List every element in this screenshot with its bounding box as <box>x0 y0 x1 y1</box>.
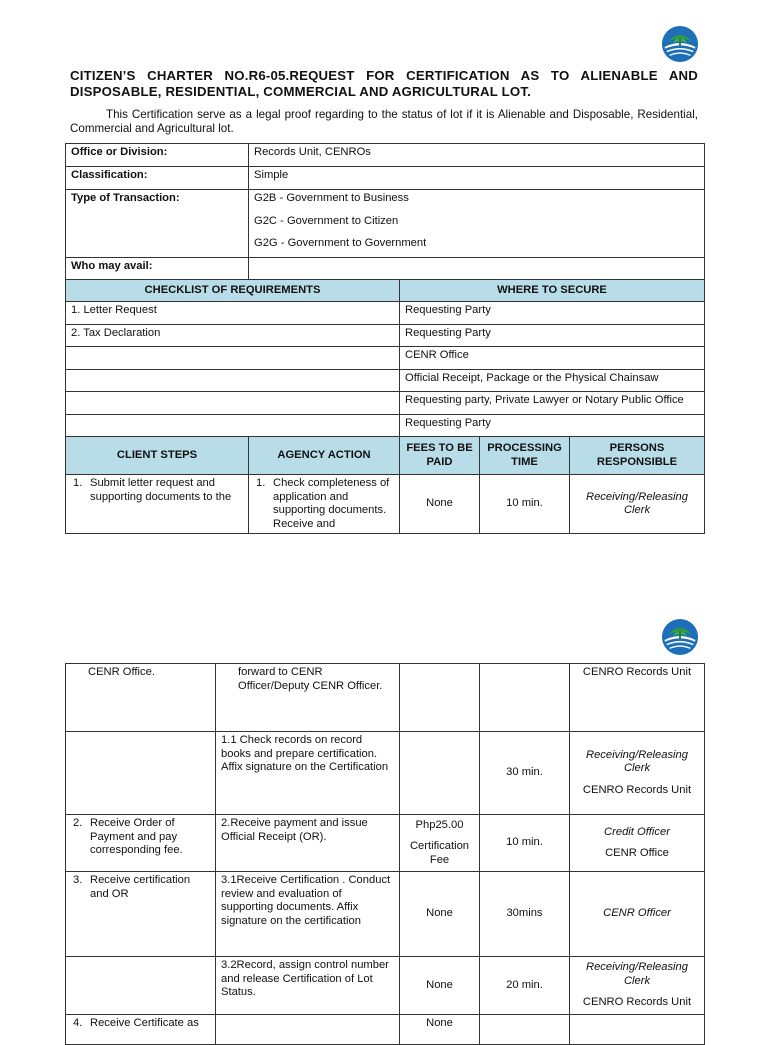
time-cell: 30 min. <box>480 732 570 815</box>
office-label: Office or Division: <box>66 144 249 167</box>
fee-description: Certification Fee <box>409 840 470 866</box>
agency-action: 2.Receive payment and issue Official Receipt (OR). <box>216 815 400 872</box>
fee-cell: None <box>400 1015 480 1045</box>
classification-value: Simple <box>249 167 705 190</box>
requirement-item <box>66 415 400 437</box>
person-cell: CENR Officer <box>570 872 705 957</box>
type-g2c: G2C - Government to Citizen <box>254 214 399 227</box>
processing-time-header: PROCESSING TIME <box>480 437 570 475</box>
time-cell: 20 min. <box>480 957 570 1015</box>
persons-responsible-header: PERSONS RESPONSIBLE <box>570 437 705 475</box>
type-g2g: G2G - Government to Government <box>254 237 427 249</box>
person-role: Receiving/Releasing Clerk <box>586 961 688 987</box>
charter-table-page2 <box>65 663 705 1045</box>
client-step: CENR Office. <box>66 664 216 732</box>
agency-action: forward to CENR Officer/Deputy CENR Officer. <box>216 664 400 732</box>
agency-action <box>249 475 400 534</box>
time-cell: 10 min. <box>480 815 570 872</box>
fees-header: FEES TO BE PAID <box>400 437 480 475</box>
requirement-item: 1. Letter Request <box>66 302 400 325</box>
time-cell <box>480 664 570 732</box>
denr-logo-icon <box>661 618 699 656</box>
step-number: 3. <box>73 874 83 886</box>
agency-action: 3.1Receive Certification . Conduct review and evaluation of supporting documents. Affix signature on the certification <box>216 872 400 957</box>
requirement-item <box>66 347 400 370</box>
fee-cell: None <box>400 957 480 1015</box>
time-cell <box>480 1015 570 1045</box>
fee-cell: None <box>400 475 480 534</box>
requirement-where: Requesting Party <box>400 302 705 325</box>
client-step <box>66 475 249 534</box>
agency-action <box>216 1015 400 1045</box>
avail-value <box>249 258 705 280</box>
person-unit: CENRO Records Unit <box>582 783 692 796</box>
requirement-item <box>66 392 400 415</box>
step-number: 1. <box>73 477 83 489</box>
person-role: Receiving/Releasing Clerk <box>586 748 688 775</box>
time-cell: 30mins <box>480 872 570 957</box>
fee-cell <box>400 732 480 815</box>
classification-label: Classification: <box>66 167 249 190</box>
person-cell <box>570 732 705 815</box>
fee-cell: None <box>400 872 480 957</box>
checklist-header: CHECKLIST OF REQUIREMENTS <box>66 280 400 302</box>
requirement-where: Requesting Party <box>400 325 705 347</box>
type-values <box>249 190 705 258</box>
agency-action: 3.2Record, assign control number and release Certification of Lot Status. <box>216 957 400 1015</box>
office-value: Records Unit, CENROs <box>249 144 705 167</box>
step-text: Receive Order of Payment and pay corresponding fee. <box>90 817 183 856</box>
client-steps-header: CLIENT STEPS <box>66 437 249 475</box>
requirement-where: Requesting Party <box>400 415 705 437</box>
page-title: CITIZEN’S CHARTER NO.R6-05.REQUEST FOR CERTIFICATION AS TO ALIENABLE AND DISPOSABLE, RESIDENTIAL, COMMERCIAL AND AGRICULTURAL LOT. <box>70 68 698 99</box>
person-cell: CENRO Records Unit <box>570 664 705 732</box>
fee-cell <box>400 815 480 872</box>
person-cell <box>570 815 705 872</box>
denr-logo-icon <box>661 25 699 63</box>
intro-paragraph: This Certification serve as a legal proof regarding to the status of lot if it is Alienable and Disposable, Residential, Commercial and Agricultural lot. <box>70 108 698 135</box>
step-text: Receive certification and OR <box>90 874 191 900</box>
requirement-where: CENR Office <box>400 347 705 370</box>
step-number: 2. <box>73 817 83 829</box>
requirement-where: Official Receipt, Package or the Physical Chainsaw <box>400 370 705 392</box>
requirement-item <box>66 370 400 392</box>
action-text: Check completeness of application and supporting documents. Receive and <box>273 477 390 530</box>
fee-cell <box>400 664 480 732</box>
client-step <box>66 1015 216 1045</box>
agency-action-header: AGENCY ACTION <box>249 437 400 475</box>
fee-amount: Php25.00 <box>415 818 464 831</box>
avail-label: Who may avail: <box>66 258 249 280</box>
person-unit: CENRO Records Unit <box>582 996 692 1009</box>
person-cell: Receiving/Releasing Clerk <box>570 475 705 534</box>
agency-action: 1.1 Check records on record books and prepare certification. Affix signature on the Certification <box>216 732 400 815</box>
step-text: Receive Certificate as <box>90 1017 199 1029</box>
requirement-item: 2. Tax Declaration <box>66 325 400 347</box>
where-header: WHERE TO SECURE <box>400 280 705 302</box>
step-text: Submit letter request and supporting documents to the <box>90 477 232 503</box>
client-step <box>66 957 216 1015</box>
person-unit: CENR Office <box>605 847 669 859</box>
requirement-where: Requesting party, Private Lawyer or Notary Public Office <box>400 392 705 415</box>
client-step <box>66 872 216 957</box>
client-step <box>66 815 216 872</box>
type-label: Type of Transaction: <box>66 190 249 258</box>
action-number: 1. <box>256 477 266 489</box>
time-cell: 10 min. <box>480 475 570 534</box>
person-cell <box>570 957 705 1015</box>
step-number: 4. <box>73 1017 83 1029</box>
charter-table-page1 <box>65 143 705 534</box>
person-role: Credit Officer <box>604 825 670 838</box>
person-cell <box>570 1015 705 1045</box>
client-step <box>66 732 216 815</box>
type-g2b: G2B - Government to Business <box>254 192 409 204</box>
